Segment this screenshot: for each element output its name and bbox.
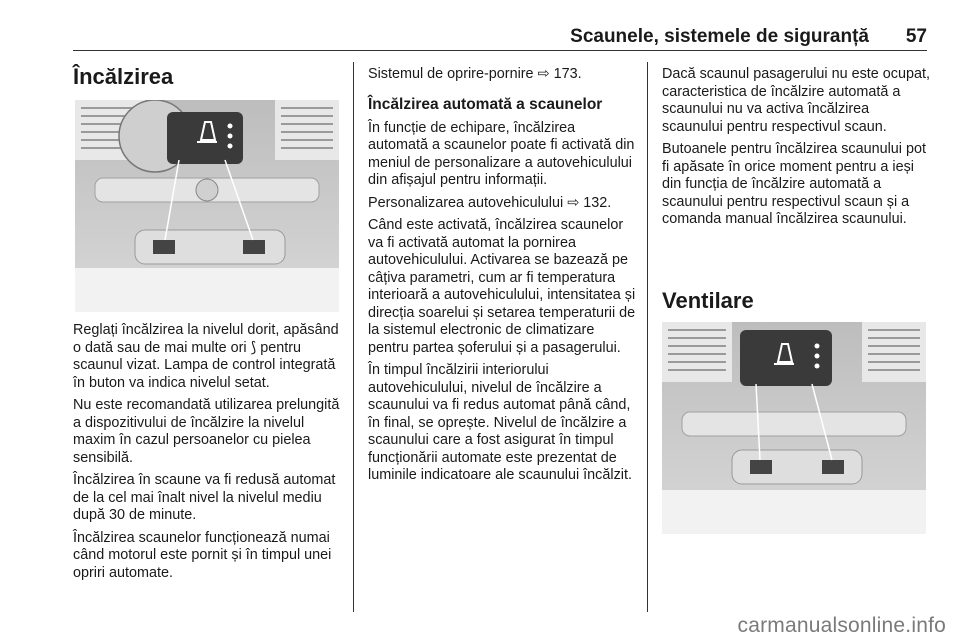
page-header [73, 26, 927, 50]
page-number: 57 [905, 26, 927, 47]
left-body [73, 322, 345, 587]
paragraph: Când este activată, încălzirea scaunelor va fi activată automat la pornirea autovehiculului. Activarea se bazează pe câțiva parametri, cum ar fi temperatura interioară a autovehiculului, intensitatea și direcția soarelui și setarea temperaturii de la sistemul electronic de climatizare pentru partea șoferului și a pasagerului. [368, 217, 636, 356]
dashboard-illustration [662, 322, 926, 534]
paragraph: Reglați încălzirea la nivelul dorit, apăsând o dată sau de mai multe ori ⟆ pentru scaunul vizat. Lampa de control integrată în buton va indica nivelul setat. [73, 322, 339, 391]
paragraph: În funcție de echipare, încălzirea automată a scaunelor poate fi activată din meniul de personalizare a autovehiculului din afișajul pentru informații. [368, 119, 635, 188]
paragraph: În timpul încălzirii interiorului autovehiculului, nivelul de încălzire a scaunului va fi redus automat până când, în final, se oprește. Nivelul de încălzire a scaunului care a fost asigurat în timpul funcționării automate este prezentat de luminile indicatoare ale scaunului încălzit. [368, 362, 632, 483]
paragraph: Încălzirea scaunelor funcționează numai când motorul este pornit și în timpul unei opriri automate. [73, 529, 332, 581]
dashboard-illustration [75, 100, 339, 312]
paragraph: Nu este recomandată utilizarea prelungită a dispozitivului de încălzire la nivelul maxim în cazul persoanelor cu pielea sensibilă. [73, 397, 340, 466]
heading-ventilation: Ventilare [662, 288, 754, 313]
paragraph: Personalizarea autovehiculului ⇨ 132. [368, 194, 612, 211]
header-rule [73, 50, 927, 51]
paragraph: Dacă scaunul pasagerului nu este ocupat, caracteristica de încălzire automată a scaunului nu va activa încălzirea scaunului pentru respectivul scaun. [662, 66, 931, 135]
column-divider-2 [647, 62, 648, 612]
watermark: carmanualsonline.info [737, 614, 946, 637]
heading-heating: Încălzirea [73, 64, 174, 89]
figure-seat-heating [75, 100, 339, 312]
paragraph: Încălzirea în scaune va fi redusă automat de la cel mai înalt nivel la nivelul mediu după 30 de minute. [73, 472, 336, 523]
heading-auto-seat-heating: Încălzirea automată a scaunelor [368, 95, 603, 113]
paragraph-intro: Sistemul de oprire-pornire ⇨ 173. [368, 66, 582, 82]
figure-seat-ventilation [662, 322, 926, 534]
section-title: Scaunele, sistemele de siguranță [570, 26, 869, 47]
paragraph: Butoanele pentru încălzirea scaunului pot fi apăsate în orice moment pentru a ieși din funcția de încălzire automată a scaunului pentru respectivul scaun și a comanda manual încălzirea scaunului. [662, 141, 927, 227]
right-body [662, 66, 930, 234]
column-divider-1 [353, 62, 354, 612]
middle-body [368, 66, 636, 490]
